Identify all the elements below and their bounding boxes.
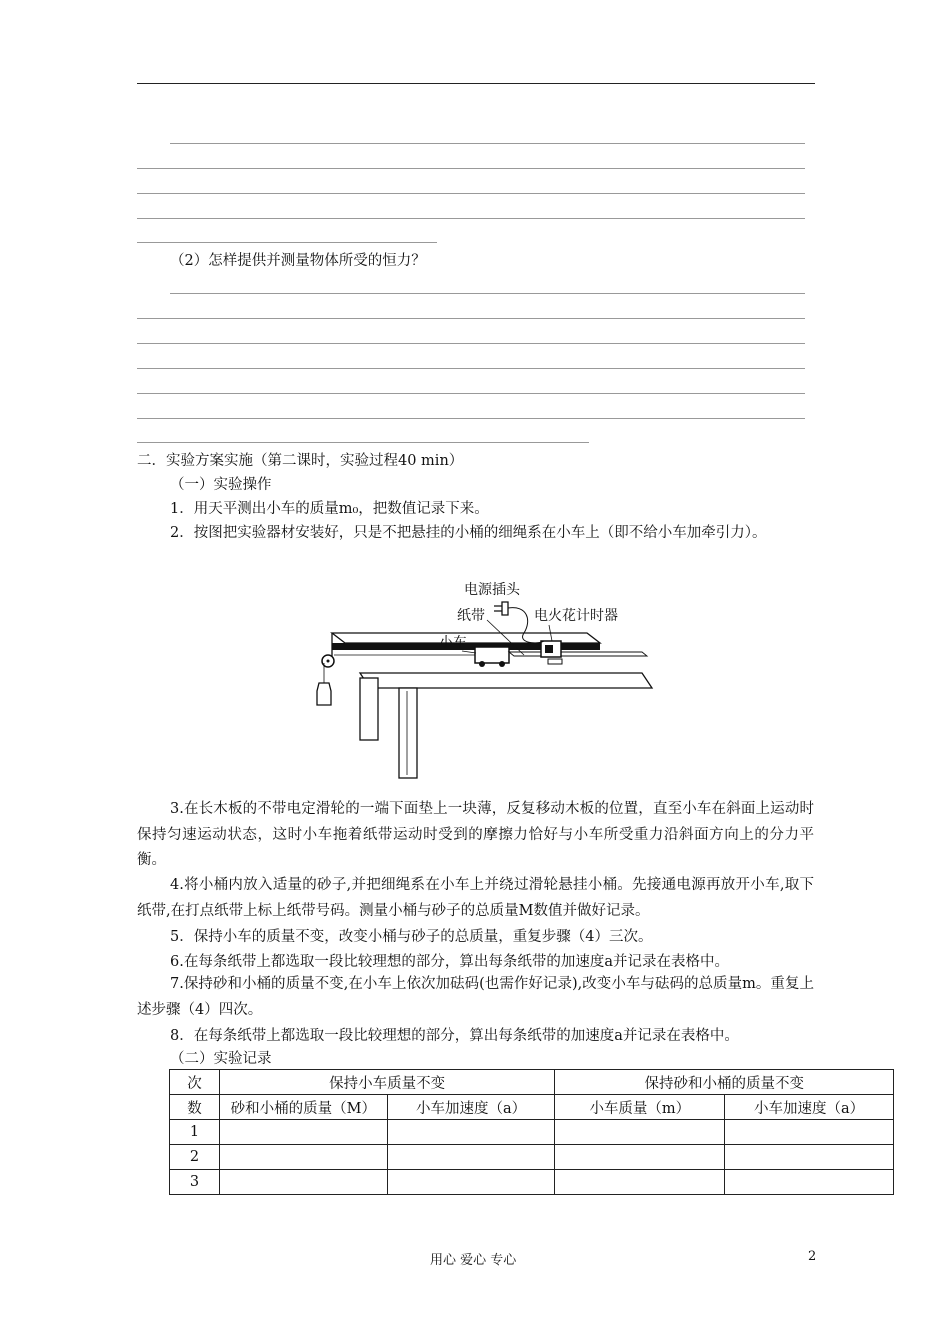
answer-line[interactable] bbox=[137, 343, 805, 344]
label-plug: 电源插头 bbox=[464, 582, 520, 598]
answer-line[interactable] bbox=[137, 242, 437, 243]
subsection-operation: （一）实验操作 bbox=[170, 477, 272, 493]
answer-line[interactable] bbox=[137, 442, 589, 443]
data-cell[interactable] bbox=[387, 1170, 555, 1195]
answer-line[interactable] bbox=[137, 368, 805, 369]
page-number: 2 bbox=[808, 1249, 817, 1264]
data-cell[interactable] bbox=[555, 1145, 725, 1170]
table-row bbox=[170, 1120, 894, 1145]
row-index: 2 bbox=[170, 1145, 220, 1170]
bucket-icon bbox=[317, 683, 331, 705]
col-header-accel-1: 小车加速度（a） bbox=[387, 1095, 555, 1120]
group-header-2: 保持砂和小桶的质量不变 bbox=[555, 1070, 894, 1095]
data-cell[interactable] bbox=[725, 1170, 894, 1195]
plug-icon bbox=[494, 602, 508, 615]
answer-line[interactable] bbox=[137, 393, 805, 394]
data-cell[interactable] bbox=[219, 1120, 387, 1145]
label-timer: 电火花计时器 bbox=[534, 608, 618, 624]
step-5: 5．保持小车的质量不变，改变小桶与砂子的总质量，重复步骤（4）三次。 bbox=[170, 929, 653, 945]
data-cell[interactable] bbox=[387, 1145, 555, 1170]
table-top bbox=[360, 673, 652, 688]
footer-motto: 用心 爱心 专心 bbox=[430, 1253, 517, 1268]
step-8: 8．在每条纸带上都选取一段比较理想的部分，算出每条纸带的加速度a并记录在表格中。 bbox=[170, 1028, 739, 1044]
label-cart: 小车 bbox=[439, 635, 467, 651]
table-leg bbox=[399, 688, 417, 778]
row-index: 3 bbox=[170, 1170, 220, 1195]
step-7: 7.保持砂和小桶的质量不变,在小车上依次加砝码(也需作好记录),改变小车与砝码的总质量m。重复上述步骤（4）四次。 bbox=[137, 976, 814, 1018]
index-header-bottom: 数 bbox=[170, 1095, 220, 1120]
step-1: 1．用天平测出小车的质量m₀，把数值记录下来。 bbox=[170, 501, 489, 517]
header-rule bbox=[137, 83, 815, 84]
paper-tape bbox=[509, 652, 647, 656]
question-2: （2）怎样提供并测量物体所受的恒力？ bbox=[170, 253, 426, 269]
step-6: 6.在每条纸带上都选取一段比较理想的部分，算出每条纸带的加速度a并记录在表格中。 bbox=[170, 954, 729, 970]
answer-line[interactable] bbox=[137, 318, 805, 319]
answer-line[interactable] bbox=[137, 193, 805, 194]
table-row bbox=[170, 1170, 894, 1195]
record-table bbox=[169, 1069, 894, 1195]
answer-line[interactable] bbox=[170, 293, 805, 294]
step-3: 3.在长木板的不带电定滑轮的一端下面垫上一块薄，反复移动木板的位置，直至小车在斜面上运动时保持匀速运动状态，这时小车拖着纸带运动时受到的摩擦力恰好与小车所受重力沿斜面方向上的分力平衡。 bbox=[137, 801, 814, 868]
data-cell[interactable] bbox=[219, 1145, 387, 1170]
table-leg bbox=[360, 678, 378, 740]
data-cell[interactable] bbox=[555, 1170, 725, 1195]
answer-line[interactable] bbox=[137, 418, 805, 419]
data-cell[interactable] bbox=[555, 1120, 725, 1145]
answer-line[interactable] bbox=[137, 218, 805, 219]
data-cell[interactable] bbox=[219, 1170, 387, 1195]
row-index: 1 bbox=[170, 1120, 220, 1145]
group-header-1: 保持小车质量不变 bbox=[219, 1070, 555, 1095]
data-cell[interactable] bbox=[387, 1120, 555, 1145]
answer-line[interactable] bbox=[170, 143, 805, 144]
col-header-mass-m: 小车质量（m） bbox=[555, 1095, 725, 1120]
index-header-top: 次 bbox=[170, 1070, 220, 1095]
step-2: 2．按图把实验器材安装好，只是不把悬挂的小桶的细绳系在小车上（即不给小车加牵引力）。 bbox=[170, 525, 767, 541]
subsection-record: （二）实验记录 bbox=[170, 1051, 272, 1067]
col-header-accel-2: 小车加速度（a） bbox=[725, 1095, 894, 1120]
answer-line[interactable] bbox=[137, 168, 805, 169]
apparatus-diagram bbox=[312, 575, 657, 785]
label-tape: 纸带 bbox=[457, 608, 485, 624]
col-header-mass-M: 砂和小桶的质量（M） bbox=[219, 1095, 387, 1120]
step-4: 4.将小桶内放入适量的砂子,并把细绳系在小车上并绕过滑轮悬挂小桶。先接通电源再放开小车,取下纸带,在打点纸带上标上纸带号码。测量小桶与砂子的总质量M数值并做好记录。 bbox=[137, 877, 814, 919]
cart-icon bbox=[475, 647, 509, 663]
section-2-title: 二．实验方案实施（第二课时，实验过程40 min） bbox=[137, 453, 464, 469]
data-cell[interactable] bbox=[725, 1120, 894, 1145]
table-row bbox=[170, 1145, 894, 1170]
data-cell[interactable] bbox=[725, 1145, 894, 1170]
